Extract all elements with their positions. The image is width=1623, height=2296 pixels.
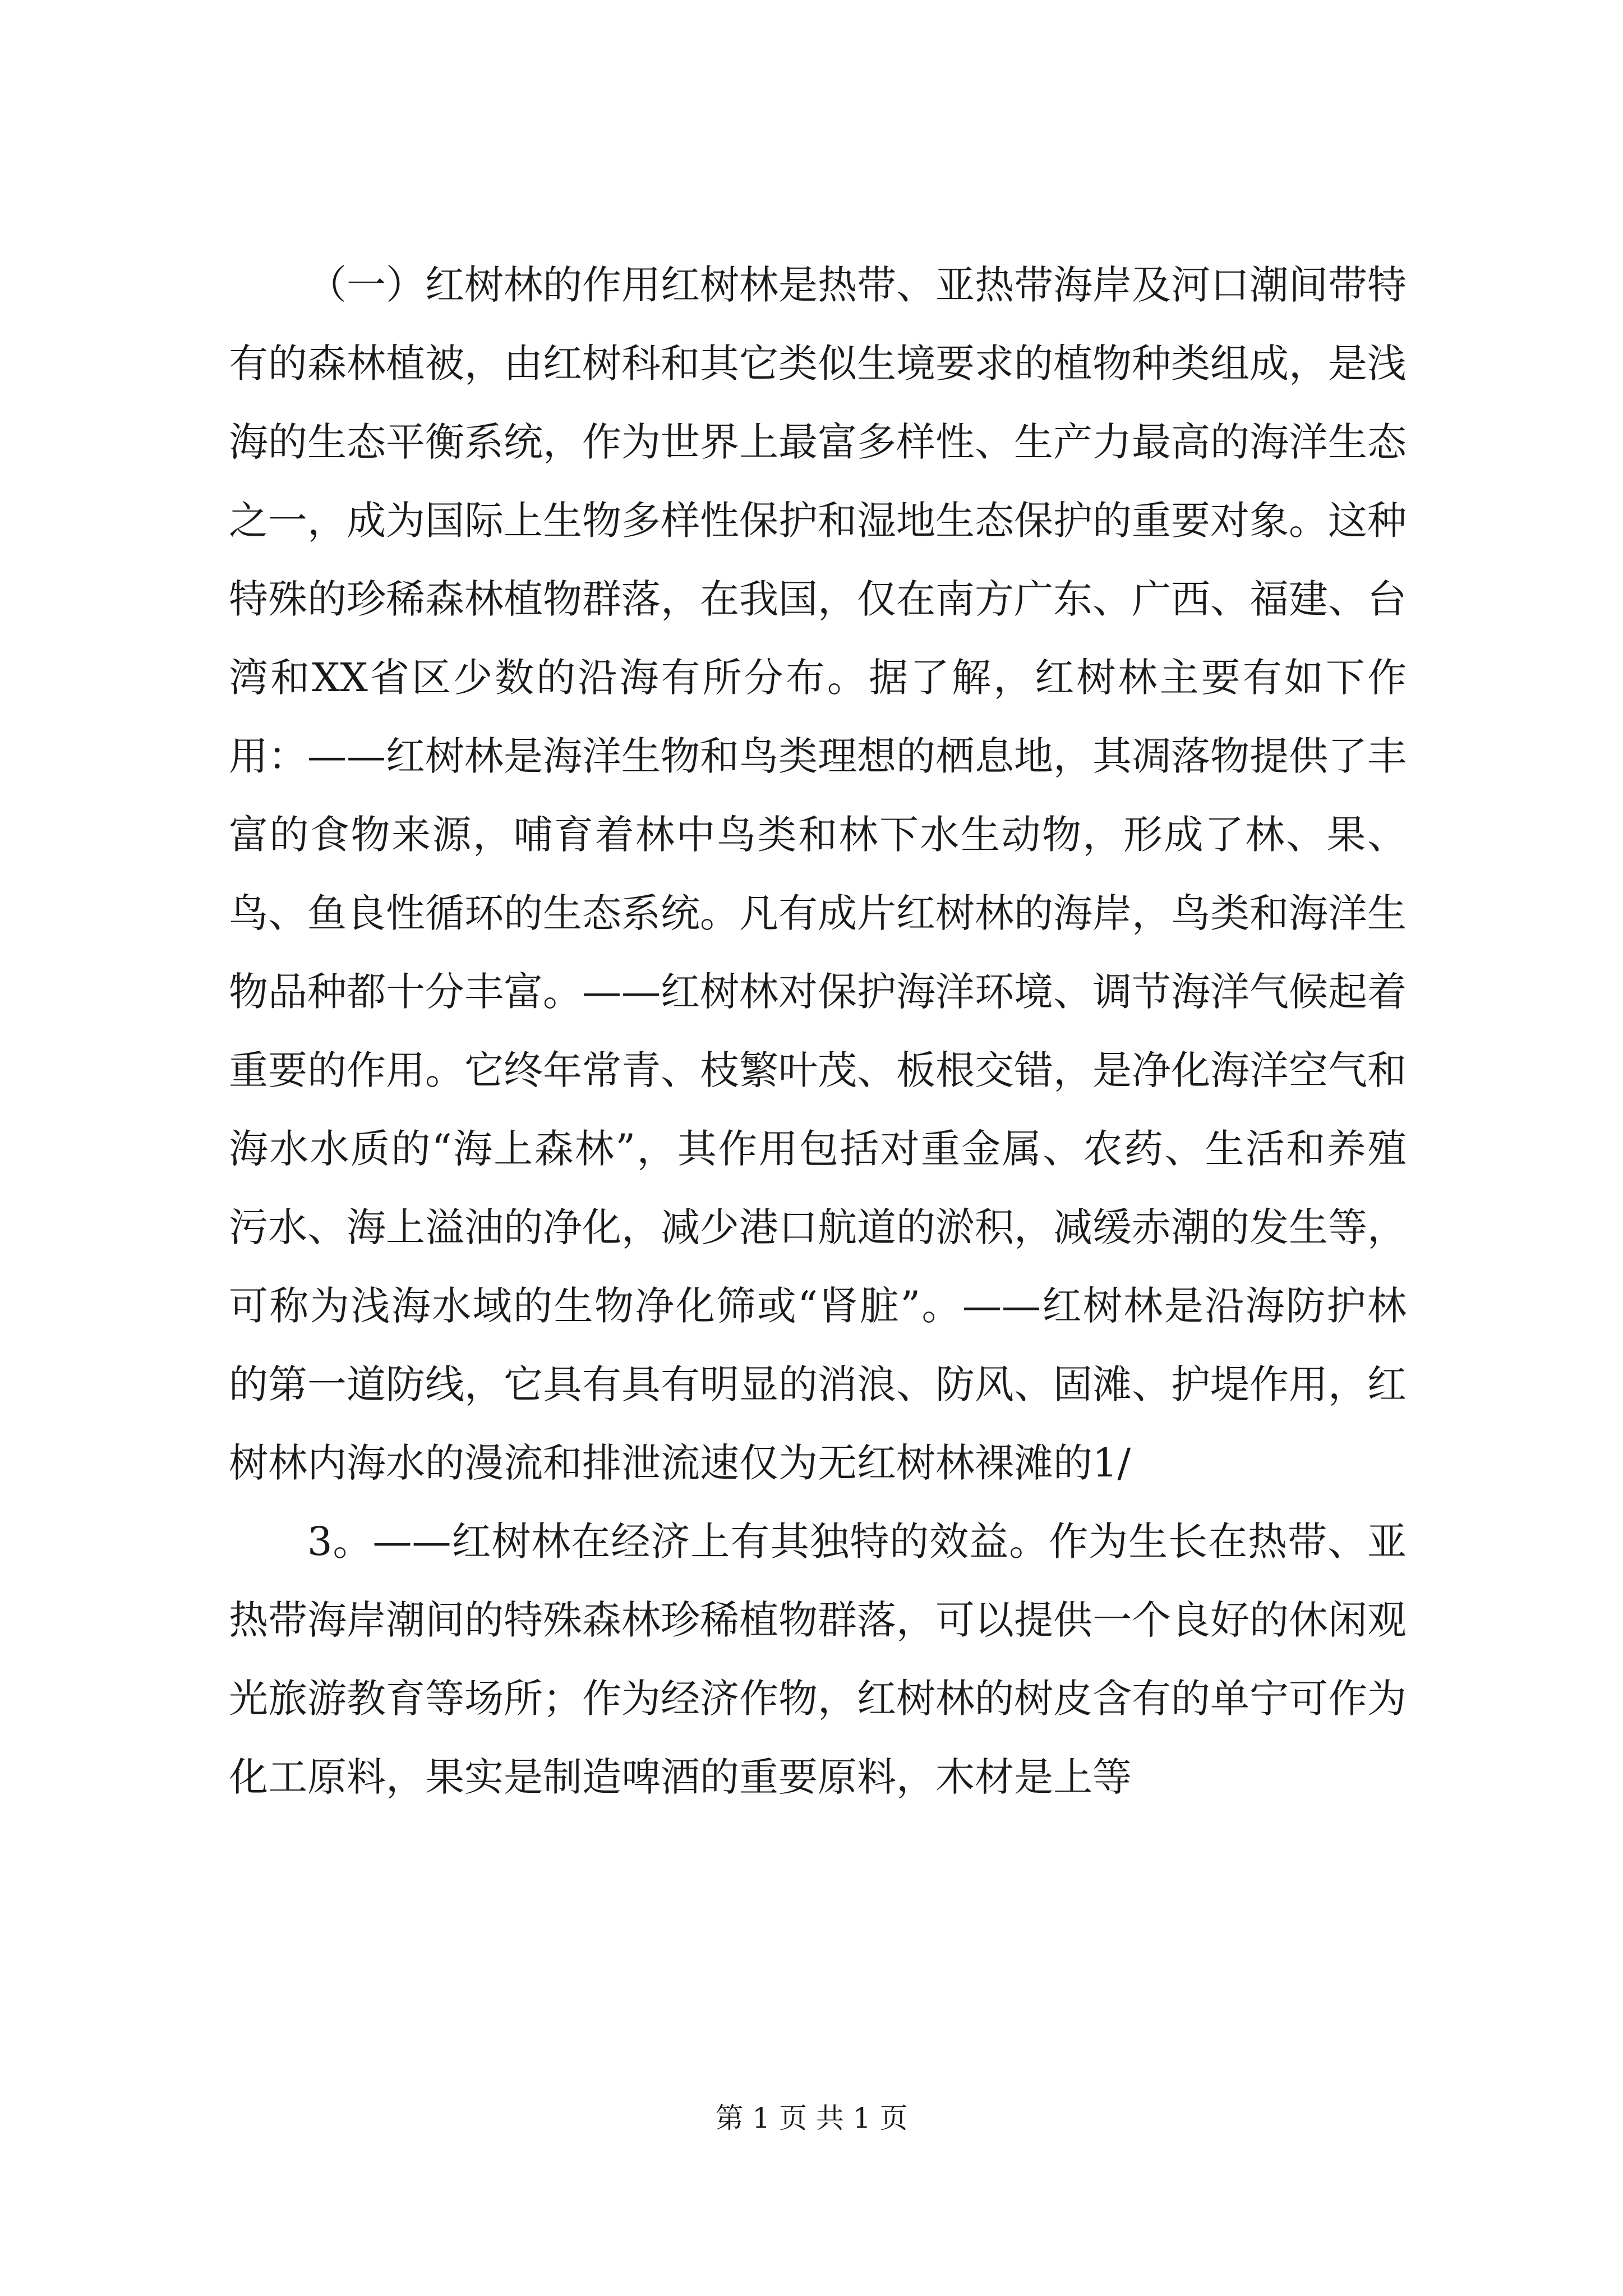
paragraph-mangrove-functions: （一）红树林的作用红树林是热带、亚热带海岸及河口潮间带特有的森林植被，由红树科和其它类似生境要求的植物种类组成，是浅海的生态平衡系统，作为世界上最富多样性、生产力最高的海洋生态之一，成为国际上生物多样性保护和湿地生态保护的重要对象。这种特殊的珍稀森林植物群落，在我国，仅在南方广东、广西、福建、台湾和XX省区少数的沿海有所分布。据了解，红树林主要有如下作用：——红树林是海洋生物和鸟类理想的栖息地，其凋落物提供了丰富的食物来源，哺育着林中鸟类和林下水生动物，形成了林、果、鸟、鱼良性循环的生态系统。凡有成片红树林的海岸，鸟类和海洋生物品种都十分丰富。——红树林对保护海洋环境、调节海洋气候起着重要的作用。它终年常青、枝繁叶茂、板根交错，是净化海洋空气和海水水质的“海上森林”，其作用包括对重金属、农药、生活和养殖污水、海上溢油的净化，减少港口航道的淤积，减缓赤潮的发生等，可称为浅海水域的生物净化筛或“肾脏”。——红树林是沿海防护林的第一道防线，它具有具有明显的消浪、防风、固滩、护堤作用，红树林内海水的漫流和排泄流速仅为无红树林裸滩的1/: [229, 262, 1407, 1486]
document-body: [229, 246, 1407, 1816]
paragraph-economic-benefits: 3。——红树林在经济上有其独特的效益。作为生长在热带、亚热带海岸潮间的特殊森林珍稀植物群落，可以提供一个良好的休闲观光旅游教育等场所；作为经济作物，红树林的树皮含有的单宁可作为化工原料，果实是制造啤酒的重要原料，木材是上等: [229, 1519, 1407, 1800]
page-footer: 第 1 页 共 1 页: [715, 2102, 908, 2134]
